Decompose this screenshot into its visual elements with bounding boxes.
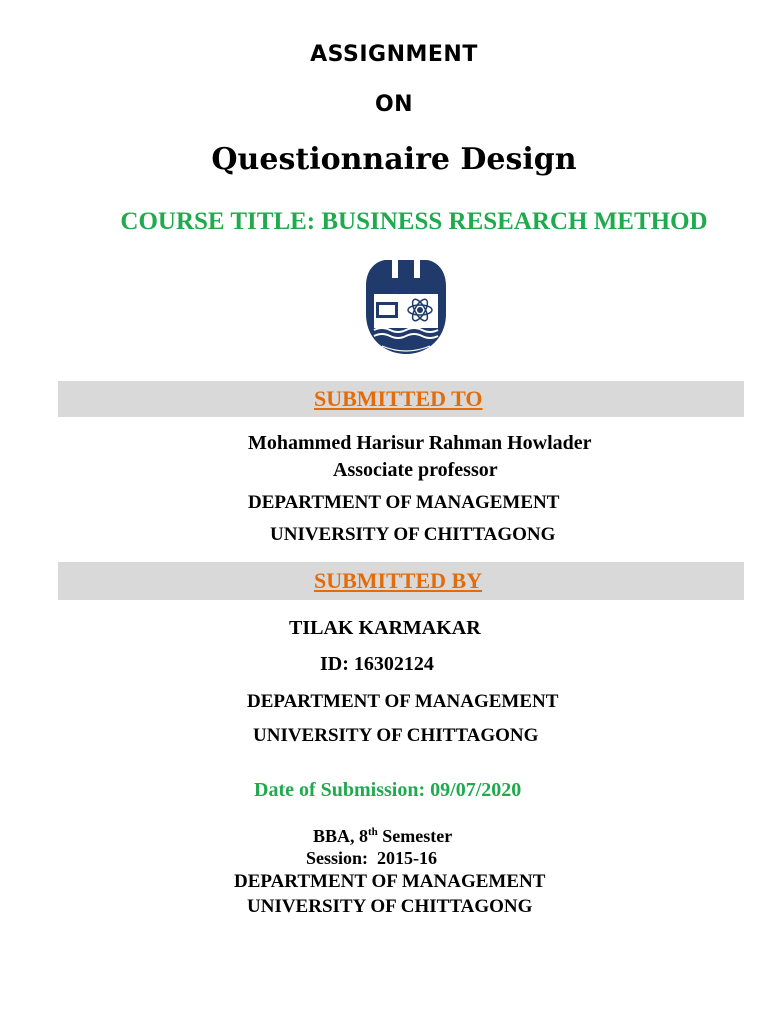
supervisor-name: Mohammed Harisur Rahman Howlader [248,432,592,454]
document-title: Questionnaire Design [211,142,577,177]
program-rest: Semester [377,826,453,846]
assignment-heading: ASSIGNMENT [310,42,478,67]
student-department: DEPARTMENT OF MANAGEMENT [247,691,559,712]
submitted-by-heading: SUBMITTED BY [314,568,483,593]
student-name: TILAK KARMAKAR [289,617,481,639]
student-university: UNIVERSITY OF CHITTAGONG [253,725,539,746]
supervisor-university: UNIVERSITY OF CHITTAGONG [270,524,556,545]
course-title: COURSE TITLE: BUSINESS RESEARCH METHOD [120,208,708,235]
submitted-to-heading: SUBMITTED TO [314,386,483,411]
footer-department: DEPARTMENT OF MANAGEMENT [234,871,546,892]
footer-university: UNIVERSITY OF CHITTAGONG [247,896,533,917]
program-sup: th [368,826,378,838]
supervisor-department: DEPARTMENT OF MANAGEMENT [248,492,560,513]
program-semester [313,826,452,847]
student-id: ID: 16302124 [320,653,434,675]
supervisor-title: Associate professor [333,459,498,481]
submission-date: Date of Submission: 09/07/2020 [254,779,522,801]
on-heading: ON [374,92,414,117]
session: Session: 2015-16 [306,848,438,868]
university-emblem-icon [358,256,454,358]
program-text: BBA, 8 [313,826,369,846]
